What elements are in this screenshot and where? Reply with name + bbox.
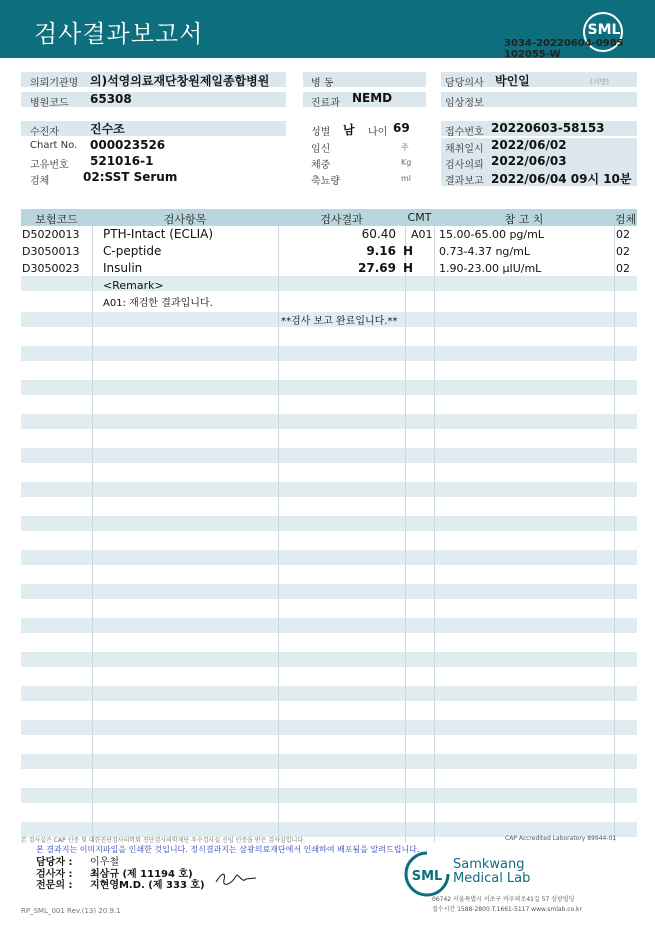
- doctor-label: 담당의사: [445, 78, 484, 89]
- specialist-label: 전문의 :: [36, 880, 73, 891]
- stripe: [21, 754, 637, 769]
- patient-label: 수진자: [30, 127, 59, 138]
- row-item: Insulin: [103, 261, 143, 275]
- stripe: [21, 414, 637, 429]
- band-patient: [21, 121, 286, 136]
- doctor-value: 박인일: [495, 74, 530, 88]
- stripe: [21, 720, 637, 735]
- examiner-label: 검사자 :: [36, 869, 73, 880]
- company-line2: Medical Lab: [453, 871, 531, 886]
- weight-unit: Kg: [401, 158, 412, 167]
- remark-text: A01: 재검한 결과입니다.: [103, 298, 213, 309]
- stripe: [21, 788, 637, 803]
- company-address: 06742 서울특별시 서초구 바우뫼로41길 57 삼광빌딩: [432, 896, 575, 903]
- svg-text:SML: SML: [411, 869, 443, 884]
- row-specimen: 02: [616, 262, 630, 275]
- results-table: [21, 209, 637, 842]
- stripe: [21, 618, 637, 633]
- urine-label: 축뇨량: [311, 176, 340, 187]
- row-code: D3050023: [22, 262, 80, 275]
- report-value: 2022/06/04 09시 10분: [491, 172, 632, 186]
- examiner-value: 최삼규 (제 11194 호): [90, 869, 193, 880]
- company-line1: Samkwang: [453, 857, 525, 872]
- signature-icon: [214, 870, 258, 886]
- weight-label: 체중: [311, 160, 331, 171]
- column-divider: [614, 209, 615, 842]
- row-specimen: 02: [616, 245, 630, 258]
- receipt-value: 20220603-58153: [491, 121, 605, 135]
- row-flag: H: [403, 261, 414, 275]
- sex-value: 남: [343, 123, 355, 137]
- report-id: [504, 38, 652, 60]
- stripe: [21, 686, 637, 701]
- chart-value: 000023526: [90, 138, 166, 152]
- specimen-value: 02:SST Serum: [83, 170, 178, 184]
- unique-value: 521016-1: [90, 154, 154, 168]
- column-divider: [405, 209, 406, 842]
- specimen-label: 검체: [30, 176, 50, 187]
- stripe: [21, 652, 637, 667]
- company-name: [453, 858, 530, 886]
- request-value: 2022/06/03: [491, 154, 567, 168]
- column-divider: [434, 209, 435, 842]
- receipt-label: 접수번호: [445, 127, 484, 138]
- logo-text: SML: [587, 22, 621, 38]
- header-result: 검사결과: [320, 213, 363, 226]
- hospcode-value: 65308: [90, 92, 132, 106]
- in-charge-value: 이우철: [90, 857, 119, 868]
- doctor-sign: (서명): [590, 78, 609, 86]
- row-item: PTH-Intact (ECLIA): [103, 227, 213, 241]
- row-reference: 0.73-4.37 ng/mL: [439, 245, 530, 258]
- header-code: 보험코드: [35, 213, 78, 226]
- stripe: [21, 380, 637, 395]
- stripe: [21, 584, 637, 599]
- pregnancy-label: 임신: [311, 144, 331, 155]
- dept-label: 진료과: [311, 98, 340, 109]
- remark-title: <Remark>: [103, 279, 164, 292]
- copy-note: 본 결과지는 이미지파일을 인쇄한 것입니다. 정식결과지는 삼광의료재단에서 인쇄하여 배포됨을 알려드립니다.: [36, 845, 420, 854]
- row-item: C-peptide: [103, 244, 162, 258]
- stripe: [21, 346, 637, 361]
- urine-unit: ml: [401, 174, 412, 183]
- report-complete: **검사 보고 완료입니다.**: [281, 316, 398, 327]
- row-code: D5020013: [22, 228, 80, 241]
- stripe: [21, 550, 637, 565]
- row-reference: 1.90-23.00 µIU/mL: [439, 262, 542, 275]
- row-reference: 15.00-65.00 pg/mL: [439, 228, 544, 241]
- age-value: 69: [393, 121, 410, 135]
- form-code: RP_SML_001 Rev.(13) 20.9.1: [21, 907, 121, 915]
- sex-label: 성별: [311, 127, 331, 138]
- column-divider: [92, 209, 93, 842]
- header-item: 검사항목: [163, 213, 207, 226]
- table-header: [21, 209, 637, 226]
- row-code: D3050013: [22, 245, 80, 258]
- header-reference: 참 고 치: [504, 213, 544, 226]
- hospital-label: 의뢰기관명: [30, 78, 79, 89]
- row-cmt: A01: [411, 228, 433, 241]
- chart-label: Chart No.: [30, 140, 78, 151]
- patient-value: 진수조: [90, 122, 125, 136]
- report-id-line1: 3034-20220604-0985: [504, 38, 624, 49]
- age-label: 나이: [368, 127, 388, 138]
- header-specimen: 검체: [614, 213, 637, 226]
- in-charge-label: 담당자 :: [36, 857, 73, 868]
- request-label: 검사의뢰: [445, 160, 484, 171]
- row-result: 27.69: [358, 261, 396, 275]
- row-result: 9.16: [366, 244, 396, 258]
- row-result: 60.40: [361, 227, 396, 241]
- collect-value: 2022/06/02: [491, 138, 567, 152]
- stripe: [21, 516, 637, 531]
- cap-note: CAP Accredited Laboratory 89944-01: [505, 835, 617, 842]
- specialist-value: 지현영M.D. (제 333 호): [90, 880, 205, 891]
- sml-footer-logo-icon: [404, 851, 450, 897]
- stripe: [21, 482, 637, 497]
- clinical-label: 임상정보: [445, 98, 484, 109]
- ward-label: 병 동: [311, 78, 334, 89]
- header-cmt: CMT: [407, 211, 432, 224]
- row-flag: H: [403, 244, 414, 258]
- hospital-value: 의)석영의료재단창원제일종합병원: [90, 74, 270, 88]
- dept-value: NEMD: [352, 91, 393, 105]
- report-label: 결과보고: [445, 176, 484, 187]
- stripe: [21, 448, 637, 463]
- hospcode-label: 병원코드: [30, 98, 69, 109]
- unique-label: 고유번호: [30, 160, 69, 171]
- row-specimen: 02: [616, 228, 630, 241]
- pregnancy-unit: 주: [401, 143, 409, 152]
- column-divider: [278, 209, 279, 842]
- report-id-line2: 102055-W: [504, 49, 561, 60]
- company-contact: 접수시간 1588-2800 T.1661-5117 www.smlab.co.kr: [432, 906, 582, 913]
- accreditation-note: 본 검사실은 CAP 인증 및 대한진단검사의학회 진단검사의학재단 우수검사실 신임 인증을 받은 검사실입니다.: [21, 837, 306, 844]
- report-title: 검사결과보고서: [34, 20, 204, 48]
- collect-label: 채취일시: [445, 144, 484, 155]
